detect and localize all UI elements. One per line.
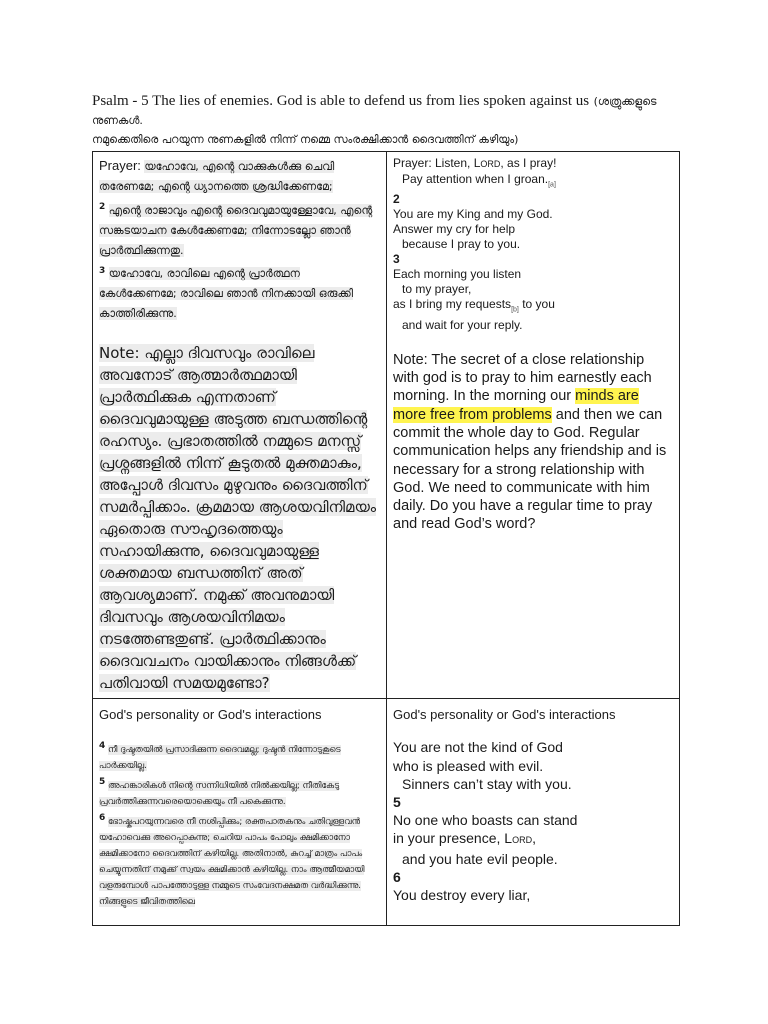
prayer-malayalam-cell <box>93 152 387 699</box>
verse-3-ml: യഹോവേ, രാവിലെ എന്റെ പ്രാർത്ഥന കേൾക്കേണമേ; രാവിലെ ഞാൻ നിനക്കായി ഒരുക്കി കാത്തിരിക്കുന്നു. <box>99 267 353 321</box>
verse-number: 3 <box>393 252 400 267</box>
verse-number: 3 <box>99 265 106 276</box>
footnote-link[interactable]: [b] <box>511 306 519 314</box>
verse-number: 4 <box>99 741 106 752</box>
title-malayalam-2: നമുക്കെതിരെ പറയുന്ന നുണകളിൽ നിന്ന് നമ്മെ സംരക്ഷിക്കാൻ ദൈവത്തിന് കഴിയും) <box>92 133 519 146</box>
title-english: Psalm - 5 The lies of enemies. God is able to defend us from lies spoken against us <box>92 93 590 109</box>
verse-1-ml: യഹോവേ, എന്റെ വാക്കുകൾക്കു ചെവി തരേണമേ; എന്റെ ധ്യാനത്തെ ശ്രദ്ധിക്കേണമേ; <box>99 160 335 193</box>
verses-malayalam: $^4$ നീ ദുഷ്ടതയിൽ പ്രസാദിക്കുന്ന ദൈവമല്ല; ദുഷ്ടൻ നിന്നോടുകൂടെ പാർക്കയില്ല. $^5$ അഹങ്കാരികൾ നിന്റെ സന്നിധിയിൽ നിൽക്കയില്ല; നീതികേടു പ്രവർത്തിക്കുന്നവരെയൊക്കെയും നീ പകെക്കുന്നു. $^6$ ഭോഷ്കുപറയുന്നവരെ നീ നശിപ്പിക്കും; രക്തപാതകനും ചതിവുള്ളവൻ യഹോവെക്കു അറെപ്പാകുന്നു; ചെറിയ പാപം പോലും ക്ഷമിക്കാനോ ക്ഷമിക്കാനോ ദൈവത്തിന് കഴിയില്ല. അതിനാൽ, കുറച്ച് മാത്രം പാപം ചെയ്യുന്നതിന് നമുക്ക് സ്വയം ക്ഷമിക്കാൻ കഴിയില്ല. നാം ആത്മീയമായി വളരുമ്പോൾ പാപത്തോടുള്ള നമ്മുടെ സംവേദനക്ഷമത വർദ്ധിക്കുന്നു. നിങ്ങളുടെ ജീവിതത്തിലെ <box>99 741 365 907</box>
prayer-english-cell <box>387 152 680 699</box>
verse-number: 6 <box>99 812 106 823</box>
verse-number: 5 <box>393 793 401 810</box>
verses-english: You are not the kind of God who is pleased with evil. Sinners can’t stay with you. 5 No one who boasts can stand in your presence, LORD, and you hate evil people. 6 You destroy every liar, <box>393 738 673 904</box>
prayer-english: Prayer: Listen, LORD, as I pray! Pay attention when I $groan._{[a]}$ 2 You are my King and my God. Answer my cry for help because I pray to you. 3 Each morning you listen to my prayer, as I bring my requests$_{[b]}$ to you and wait for your reply. <box>393 156 673 333</box>
note-malayalam <box>99 342 380 694</box>
psalm-table <box>92 151 680 926</box>
note-english: Note: The secret of a close relationship with god is to pray to him earnestly each morning. In the morning our minds are more free from problems and then we can commit the whole day to God. Regular communication helps any friendship and is necessary for a strong relationship with God. We need to communicate with him daily. Do you have a regular time to pray and read God’s word? <box>393 351 667 533</box>
table-row <box>93 152 680 699</box>
verse-number: 6 <box>393 868 401 885</box>
verse-number: 2 <box>99 202 106 212</box>
prayer-label: Prayer: <box>99 158 141 173</box>
title-malayalam-1: (ശത്രുക്കളുടെ നുണകൾ. <box>92 95 657 127</box>
section2-malayalam-cell <box>93 699 387 926</box>
verse-number: 2 <box>393 192 400 207</box>
prayer-malayalam <box>99 156 380 324</box>
footnote-link[interactable]: [a] <box>548 181 556 189</box>
highlighted-text: minds are more free from problems <box>393 388 639 423</box>
table-row <box>93 699 680 926</box>
verse-2-ml: എന്റെ രാജാവും എന്റെ ദൈവവുമായുള്ളോവേ, എന്റെ സങ്കടയാചന കേൾക്കേണമേ; നിന്നോടല്ലോ ഞാൻ പ്രാർത്ഥിക്കുന്നതു. <box>99 203 373 257</box>
section-title: God's personality or God's interactions <box>393 707 616 723</box>
section2-english-cell <box>387 699 680 926</box>
note-malayalam-text: Note: എല്ലാ ദിവസവും രാവിലെ അവനോട് ആത്മാർത്ഥമായി പ്രാർത്ഥിക്കുക എന്നതാണ് ദൈവവുമായുള്ള അടുത്ത ബന്ധത്തിന്റെ രഹസ്യം. പ്രഭാതത്തിൽ നമ്മുടെ മനസ്സ് പ്രശ്നങ്ങളിൽ നിന്ന് കൂടുതൽ മുക്തമാകും, അപ്പോൾ ദിവസം മുഴുവനും ദൈവത്തിന് സമർപ്പിക്കാം. ക്രമമായ ആശയവിനിമയം ഏതൊരു സൗഹൃദത്തെയും സഹായിക്കുന്നു, ദൈവവുമായുള്ള ശക്തമായ ബന്ധത്തിന് അത് ആവശ്യമാണ്. നമുക്ക് അവനുമായി ദിവസവും ആശയവിനിമയം നടത്തേണ്ടതുണ്ട്. പ്രാർത്ഥിക്കാനും ദൈവവചനം വായിക്കാനും നിങ്ങൾക്ക് പതിവായി സമയമുണ്ടോ? <box>99 344 377 693</box>
section-title: God's personality or God's interactions <box>99 707 322 723</box>
verse-number: 5 <box>99 777 106 788</box>
document-heading <box>92 92 692 149</box>
